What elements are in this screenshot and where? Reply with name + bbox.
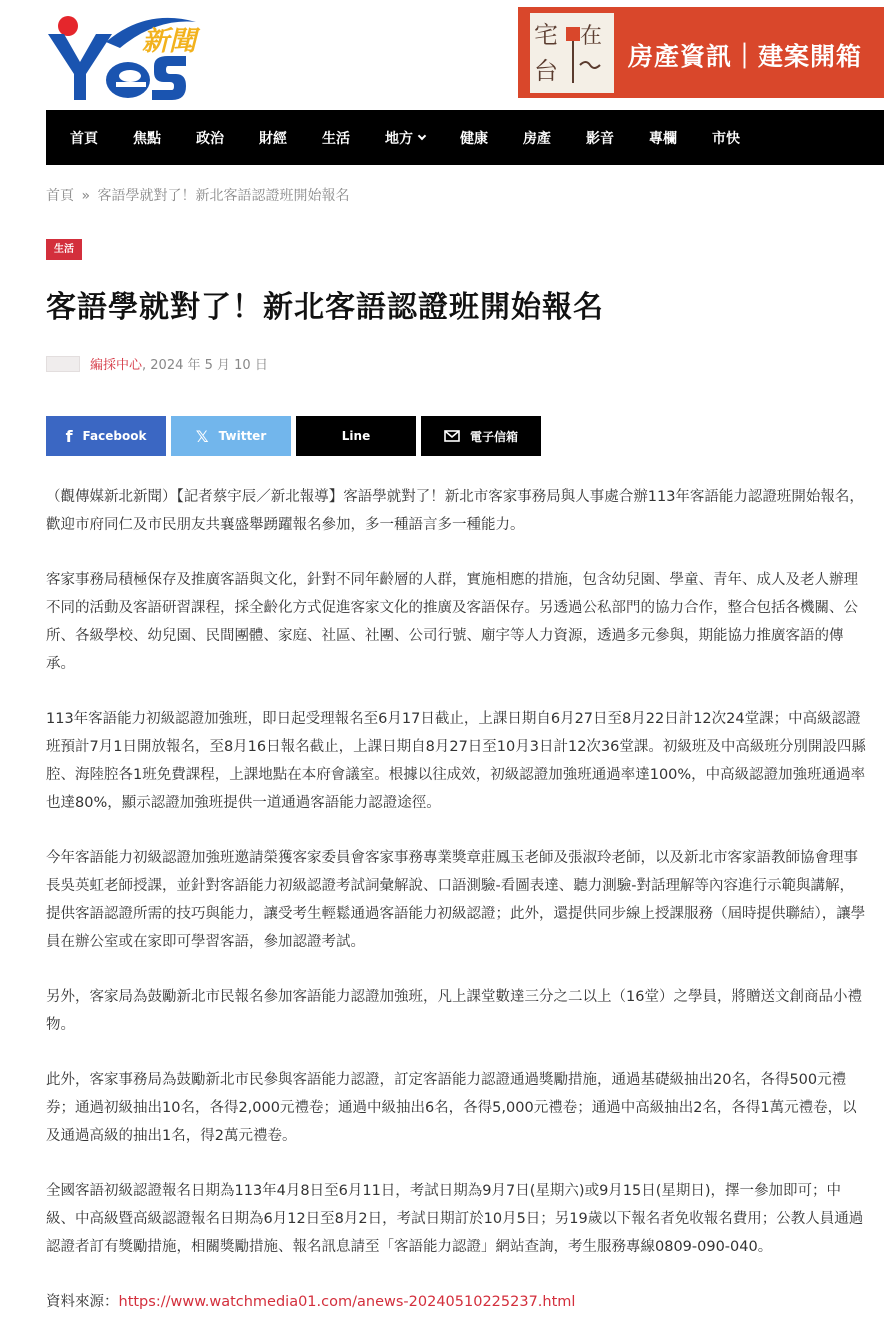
nav-label: 生活 (322, 130, 350, 147)
source-label: 資料來源： (46, 1294, 119, 1310)
breadcrumb-home-link[interactable]: 首頁 (46, 188, 74, 204)
nav-item-home[interactable] (70, 128, 98, 148)
breadcrumb-separator: » (81, 188, 91, 204)
author-avatar (46, 356, 80, 372)
banner-text: 房產資訊｜建案開箱 (628, 42, 863, 71)
svg-text:宅: 宅 (534, 21, 558, 49)
article-paragraph: 客家事務局積極保存及推廣客語與文化，針對不同年齡層的人群，實施相應的措施，包含幼兒園、學童、青年、成人及老人辦理不同的活動及客語研習課程，採全齡化方式促進客家文化的推廣及客語保存。另透過公私部門的協力合作，整合包括各機關、公所、各級學校、幼兒園、民間團體、家庭、社區、社團、公司行號、廟宇等人力資源，透過多元參與，期能協力推廣客語的傳承。 (46, 572, 858, 672)
svg-text:新聞: 新聞 (142, 26, 196, 57)
article-paragraph: 今年客語能力初級認證加強班邀請榮獲客家委員會客家事務專業獎章莊鳳玉老師及張淑玲老師，以及新北市客家語教師協會理事長吳英虹老師授課，並針對客語能力初級認證考試詞彙解說、口語測驗-看圖表達、聽力測驗-對話理解等內容進行示範與講解，提供客語認證所需的技巧與能力，讓受考生輕鬆通過客語能力初級認證；此外，還提供同步線上授課服務（屆時提供聯結），讓學員在辦公室或在家即可學習客語，參加認證考試。 (46, 850, 866, 950)
nav-item-city[interactable] (712, 128, 740, 148)
share-line-button[interactable] (296, 416, 416, 456)
nav-item-video[interactable] (586, 128, 614, 148)
source-line (46, 1288, 866, 1316)
nav-item-local[interactable] (385, 128, 425, 148)
article-paragraph: 另外，客家局為鼓勵新北市民報名參加客語能力認證加強班，凡上課堂數達三分之二以上（16堂）之學員，將贈送文創商品小禮物。 (46, 989, 862, 1033)
ad-banner[interactable] (518, 7, 884, 98)
article-body (46, 483, 866, 1321)
nav-item-finance[interactable] (259, 128, 287, 148)
nav-label: 地方 (385, 130, 413, 147)
share-label: Line (341, 429, 371, 443)
x-twitter-icon: 𝕏 (195, 426, 209, 446)
site-logo[interactable] (46, 12, 206, 104)
nav-label: 首頁 (70, 130, 98, 147)
share-email-button[interactable] (421, 416, 541, 456)
nav-label: 財經 (259, 130, 287, 147)
svg-text:台: 台 (534, 57, 558, 85)
nav-item-politics[interactable] (196, 128, 224, 148)
share-facebook-button[interactable] (46, 416, 166, 456)
facebook-icon: f (65, 426, 73, 446)
nav-label: 影音 (586, 130, 614, 147)
nav-item-life[interactable] (322, 128, 350, 148)
nav-item-focus[interactable] (133, 128, 161, 148)
nav-label: 健康 (460, 130, 488, 147)
share-twitter-button[interactable] (171, 416, 291, 456)
article-meta (46, 354, 268, 373)
breadcrumb (46, 185, 349, 205)
article-paragraph: 此外，客家事務局為鼓勵新北市民參與客語能力認證，訂定客語能力認證通過獎勵措施，通過基礎級抽出20名，各得500元禮券；通過初級抽出10名，各得2,000元禮卷；通過中級抽出6名，各得5,000元禮卷；通過中高級抽出2名，各得1萬元禮卷，以及通過高級的抽出1名，得2萬元禮卷。 (46, 1072, 857, 1144)
article-paragraph: 113年客語能力初級認證加強班，即日起受理報名至6月17日截止，上課日期自6月27日至8月22日計12次24堂課；中高級認證班預計7月1日開放報名，至8月16日報名截止，上課日期自8月27日至10月3日計12次36堂課。初級班及中高級班分別開設四縣腔、海陸腔各1班免費課程，上課地點在本府會議室。根據以往成效，初級認證加強班通過率達100%，中高級認證加強班通過率也達80%，顯示認證加強班提供一道通過客語能力認證途徑。 (46, 711, 866, 811)
publish-date: , 2024 年 5 月 10 日 (142, 358, 268, 373)
share-label: Twitter (218, 429, 267, 443)
yes-logo-icon (46, 12, 206, 104)
article-title: 客語學就對了！新北客語認證班開始報名 (46, 290, 604, 325)
nav-item-health[interactable] (460, 128, 488, 148)
nav-item-column[interactable] (649, 128, 677, 148)
nav-label: 專欄 (649, 130, 677, 147)
nav-label: 房產 (523, 130, 551, 147)
source-link[interactable]: https://www.watchmedia01.com/anews-20240510225237.html (118, 1294, 576, 1310)
share-bar (46, 416, 546, 456)
category-badge[interactable]: 生活 (46, 239, 82, 260)
article-paragraph: 全國客語初級認證報名日期為113年4月8日至6月11日，考試日期為9月7日(星期六)或9月15日(星期日)，擇一參加即可；中級、中高級暨高級認證報名日期為6月12日至8月2日，考試日期訂於10月5日；另19歲以下報名者免收報名費用；公教人員通過認證者訂有獎勵措施，相關獎勵措施、報名訊息請至「客語能力認證」網站查詢，考生服務專線0809-090-040。 (46, 1183, 864, 1255)
nav-item-realestate[interactable] (523, 128, 551, 148)
chevron-down-icon (418, 131, 426, 139)
main-nav (46, 110, 884, 165)
share-label: Facebook (82, 429, 147, 443)
nav-label: 焦點 (133, 130, 161, 147)
svg-text:在: 在 (580, 24, 603, 49)
nav-label: 市快 (712, 130, 740, 147)
breadcrumb-current: 客語學就對了！新北客語認證班開始報名 (97, 188, 350, 204)
house-key-icon (530, 13, 614, 93)
envelope-icon (444, 427, 460, 446)
share-label: 電子信箱 (469, 429, 518, 444)
banner-logo (530, 13, 614, 93)
nav-label: 政治 (196, 130, 224, 147)
author-link[interactable]: 編採中心 (90, 358, 143, 373)
article-paragraph: （觀傳媒新北新聞）【記者蔡宇辰／新北報導】客語學就對了！新北市客家事務局與人事處合辦113年客語能力認證班開始報名，歡迎市府同仁及市民朋友共襄盛舉踴躍報名參加，多一種語言多一種能力。 (46, 489, 864, 533)
